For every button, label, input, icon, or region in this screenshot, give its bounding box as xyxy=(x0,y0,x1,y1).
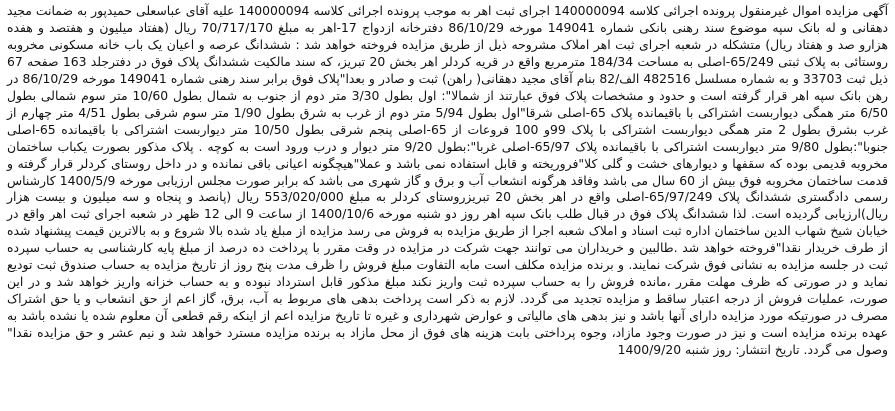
auction-notice-text: آگهی مزایده اموال غیرمنقول پرونده اجرائی کلاسه 140000094 اجرای ثبت اهر به موجب پرونده اجرائی کلاسه 140000094 علیه آقای عباسعلی حمیدپور به ضمانت مجید دهقانی و له بانک سپه موضوع سند رهنی بانکی شماره 149041 مورخه 86/10/29 دفترخانه ازدواج 17-اهر به مبلغ 70/717/170 ریال (هفتاد میلیون و هفتصد و هفده هزارو صد و هفتاد ریال) متشکله در شعبه اجرای ثبت اهر املاک مشروحه ذیل از طریق مزایده فروخته خواهد شد : ششدانگ عرصه و اعیان یک باب خانه مسکونی مخروبه روستائی به پلاک ثبتی 65/249-اصلی به مساحت 184/34 مترمربع واقع در قریه کردلر اهر بخش 20 تبریز، که سند مالکیت ششدانگ پلاک فوق در دفترجلد 163 صفحه 67 ذیل ثبت 33703 و به شماره مسلسل 482516 الف/82 بنام آقای مجید دهقانی( راهن) ثبت و صادر و بعدا"پلاک فوق برابر سند رهنی شماره 149041 مورخه 86/10/29 در رهن بانک سپه اهر قرار گرفته است و حدود و مشخصات پلاک فوق عبارتند از شمالا": اول بطول 3/30 متر دوم از جنوب به شمال بطول 10/60 متر سوم شمالی بطول 6/50 متر همگی دیواربست اشتراکی با باقیمانده پلاک 65-اصلی شرقا"اول بطول 5/94 متر دوم از غرب به شرق بطول 1/90 متر سوم شرقی بطول 4/51 متر چهارم از غرب بشرق بطول 2 متر همگی دیواربست اشتراکی با پلاک 99و 100 فروعات از 65-اصلی پنجم شرقی بطول 10/50 متر دیواربست اشتراکی با باقیمانده 65-اصلی جنوبا":بطول 9/80 متر دیواربست اشتراکی با باقیمانده پلاک 65/97-اصلی غربا":بطول 9/20 متر دیوار و درب ورود است به کوچه . پلاک مذکور بصورت یکباب ساختمان مخروبه قدیمی بوده که سقفها و دیوارهای خشت و گلی کلا"فروریخته و قابل استفاده نمی باشد و عملا"هیچگونه اعیانی باقی نمانده و در داخل روستای کردلر قرار گرفته و قدمت ساختمان مخروبه فوق بیش از 60 سال می باشد وفاقد هرگونه انشعاب آب و برق و گاز شهری می باشد که برابر صورت مجلس ارزیابی مورخه 1400/5/9 کارشناس رسمی دادگستری ششدانگ پلاک 65/97/249-اصلی واقع در اهر بخش 20 تبریزروستای کردلر به مبلغ 553/020/000 ریال (پانصد و پنجاه و سه میلیون و بیست هزار ریال)ارزیابی گردیده است. لذا ششدانگ پلاک فوق در قبال طلب بانک سپه اهر روز دو شنبه مورخه 1400/10/6 از ساعت 9 الی 12 ظهر در شعبه اجرای ثبت اهر واقع در خیابان شیخ شهاب الدین ساختمان اداره ثبت اسناد و املاک شعبه اجرا از طریق مزایده به فروش می رسد مزایده از مبلغ یاد شده بالا شروع و به بالاترین قیمت پیشنهاد شده از طرف خریدار نقدا"فروخته خواهد شد .طالبین و خریداران می توانند جهت شرکت در مزایده در وقت مقرر با پرداخت ده درصد از مبلغ پایه کارشناسی به حساب سپرده ثبت در جلسه مزایده به نشانی فوق شرکت نمایند. و برنده مزایده مکلف است مابه التفاوت مبلغ فروش را ظرف مدت پنج روز از تاریخ مزایده به حساب صندوق ثبت تودیع نماید و در صورتی که ظرف مهلت مقرر ،مانده فروش را به حساب سپرده ثبت واریز نکند مبلغ مذکور قابل استرداد نبوده و به حساب خزانه واریز خواهد شد و در این صورت، عملیات فروش از درجه اعتبار ساقط و مزایده تجدید می گردد. لازم به ذکر است پرداخت بدهی های مربوط به آب، برق، گاز اعم از حق انشعاب و یا حق اشتراک مصرف در صورتیکه مورد مزایده دارای آنها باشد و نیز بدهی های مالیاتی و عوارض شهرداری و غیره تا تاریخ مزایده اعم از اینکه رقم قطعی آن معلوم شده یا نشده باشد به عهده برنده مزایده است و نیز در صورت وجود مازاد، وجوه پرداختی بابت هزینه های فوق از محل مازاد به برنده مزایده مسترد خواهد شد و نیم عشر و حق مزایده نقدا" وصول می گردد. تاریخ انتشار: روز شنبه 1400/9/20 xyxy=(7,3,889,358)
